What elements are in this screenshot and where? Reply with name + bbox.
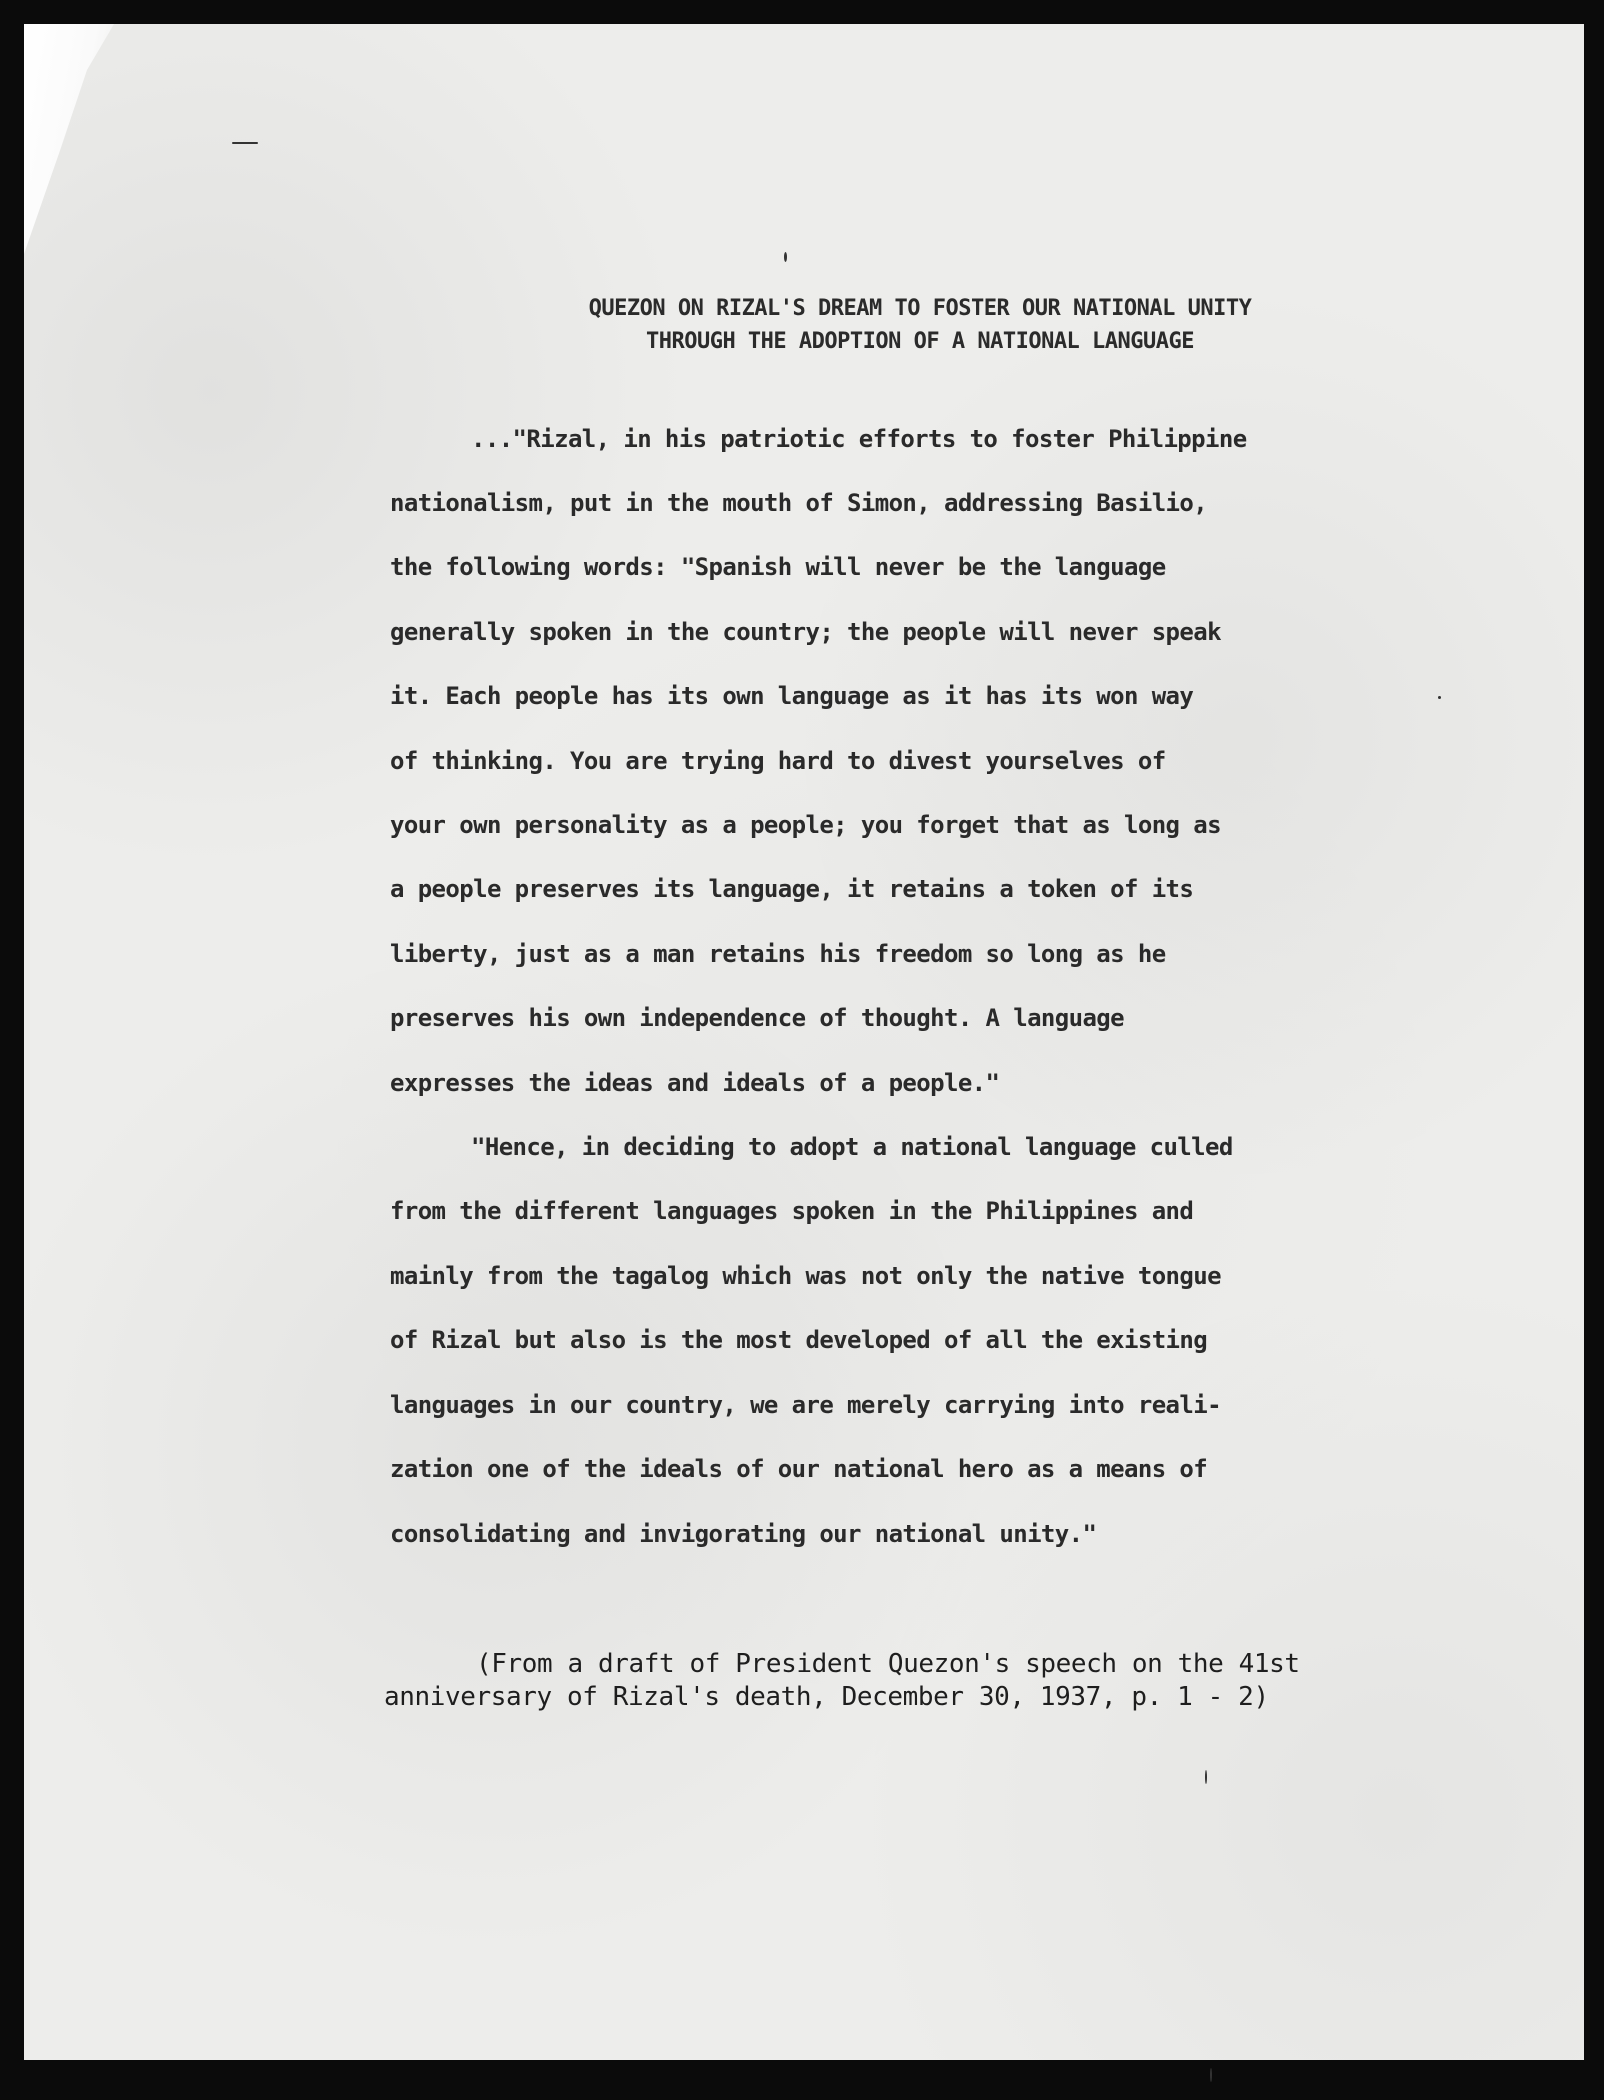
title-line-1: QUEZON ON RIZAL'S DREAM TO FOSTER OUR NATIONAL UNITY xyxy=(588,296,1252,321)
body-line: ..."Rizal, in his patriotic efforts to foster Philippine xyxy=(471,425,1247,453)
body-line: of Rizal but also is the most developed of all the existing xyxy=(390,1326,1208,1354)
body-line: "Hence, in deciding to adopt a national language culled xyxy=(471,1133,1233,1161)
body-line: preserves his own independence of thought. A language xyxy=(390,1004,1125,1032)
body-line: generally spoken in the country; the people will never speak xyxy=(390,618,1221,646)
body-line: expresses the ideas and ideals of a people." xyxy=(390,1069,1000,1097)
scan-mark xyxy=(1205,1770,1207,1784)
body-line: languages in our country, we are merely carrying into reali- xyxy=(390,1391,1221,1419)
body-line: consolidating and invigorating our national unity." xyxy=(390,1520,1097,1548)
body-line: liberty, just as a man retains his freedom so long as he xyxy=(390,940,1166,968)
scan-mark xyxy=(784,252,787,262)
body-line: mainly from the tagalog which was not only the native tongue xyxy=(390,1262,1221,1290)
body-line: nationalism, put in the mouth of Simon, addressing Basilio, xyxy=(390,489,1208,517)
body-line: your own personality as a people; you forget that as long as xyxy=(390,811,1221,839)
title-line-2: THROUGH THE ADOPTION OF A NATIONAL LANGUAGE xyxy=(645,329,1195,354)
body-line: a people preserves its language, it retains a token of its xyxy=(390,875,1194,903)
body-line: the following words: "Spanish will never be the language xyxy=(390,553,1166,581)
document-title xyxy=(380,292,1460,358)
scan-mark xyxy=(1438,696,1441,699)
body-line: zation one of the ideals of our national hero as a means of xyxy=(390,1455,1208,1483)
scan-mark xyxy=(232,142,258,144)
scan-mark xyxy=(1210,2068,1212,2082)
citation-line: anniversary of Rizal's death, December 30, 1937, p. 1 - 2) xyxy=(384,1682,1269,1712)
body-line: from the different languages spoken in the Philippines and xyxy=(390,1197,1194,1225)
body-line: of thinking. You are trying hard to divest yourselves of xyxy=(390,747,1166,775)
body-line: it. Each people has its own language as it has its won way xyxy=(390,682,1194,710)
citation-line: (From a draft of President Quezon's speech on the 41st xyxy=(476,1649,1300,1679)
